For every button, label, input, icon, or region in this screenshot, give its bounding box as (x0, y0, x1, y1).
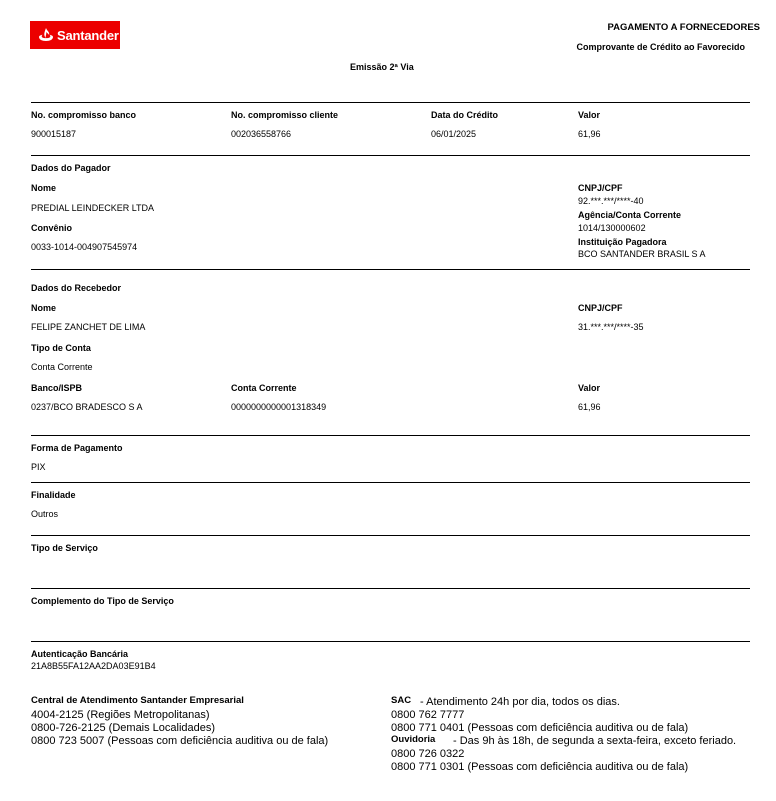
receiver-account-type-value: Conta Corrente (31, 362, 93, 372)
client-commitment-value: 002036558766 (231, 129, 292, 139)
sac-line: 0800 771 0401 (Pessoas com deficiência auditiva ou de fala) (391, 722, 689, 734)
payer-doc-value: 92.***.***/****-40 (578, 196, 644, 206)
receiver-account-label: Conta Corrente (231, 383, 297, 393)
central-title: Central de Atendimento Santander Empresarial (31, 695, 244, 706)
santander-logo (30, 21, 120, 49)
receiver-doc-value: 31.***.***/****-35 (578, 322, 644, 332)
central-line: 0800 723 5007 (Pessoas com deficiência auditiva ou de fala) (31, 735, 329, 747)
divider (31, 435, 750, 436)
receiver-value-label: Valor (578, 383, 601, 393)
santander-flame-icon (38, 28, 54, 42)
divider (31, 588, 750, 589)
document-title: PAGAMENTO A FORNECEDORES (607, 22, 760, 33)
receiver-bank-label: Banco/ISPB (31, 383, 83, 393)
payment-method-label: Forma de Pagamento (31, 443, 123, 453)
payer-account-value: 1014/130000602 (578, 223, 646, 233)
receiver-section-title: Dados do Recebedor (31, 283, 122, 293)
receiver-doc-label: CNPJ/CPF (578, 303, 623, 313)
divider (31, 269, 750, 270)
payment-method-value: PIX (31, 462, 46, 472)
payer-name-value: PREDIAL LEINDECKER LTDA (31, 203, 155, 213)
ouvidoria-title: Ouvidoria (391, 734, 436, 745)
credit-date-value: 06/01/2025 (431, 129, 477, 139)
sac-description: - Atendimento 24h por dia, todos os dias. (420, 696, 620, 708)
receiver-account-value: 0000000000001318349 (231, 402, 327, 412)
receiver-bank-value: 0237/BCO BRADESCO S A (31, 402, 143, 412)
payer-institution-label: Instituição Pagadora (578, 237, 667, 247)
ouvidoria-line: 0800 771 0301 (Pessoas com deficiência auditiva ou de fala) (391, 761, 689, 773)
sac-line: 0800 762 7777 (391, 709, 465, 721)
central-line: 4004-2125 (Regiões Metropolitanas) (31, 709, 210, 721)
document-subtitle: Comprovante de Crédito ao Favorecido (576, 42, 745, 52)
service-complement-label: Complemento do Tipo de Serviço (31, 596, 174, 606)
receiver-account-type-label: Tipo de Conta (31, 343, 91, 353)
payer-account-label: Agência/Conta Corrente (578, 210, 682, 220)
copy-indicator: Emissão 2ª Via (350, 62, 414, 72)
bank-commitment-value: 900015187 (31, 129, 77, 139)
payer-doc-label: CNPJ/CPF (578, 183, 623, 193)
bank-commitment-label: No. compromisso banco (31, 110, 137, 120)
payer-section-title: Dados do Pagador (31, 163, 111, 173)
payer-institution-value: BCO SANTANDER BRASIL S A (578, 249, 706, 259)
auth-label: Autenticação Bancária (31, 649, 129, 659)
auth-code: 21A8B55FA12AA2DA03E91B4 (31, 661, 156, 671)
divider (31, 535, 750, 536)
receiver-name-label: Nome (31, 303, 57, 313)
sac-title: SAC (391, 695, 412, 706)
credit-date-label: Data do Crédito (431, 110, 499, 120)
divider (31, 641, 750, 642)
service-type-label: Tipo de Serviço (31, 543, 98, 553)
ouvidoria-description: - Das 9h às 18h, de segunda a sexta-feira, exceto feriado. (453, 735, 737, 747)
divider (31, 482, 750, 483)
payer-name-label: Nome (31, 183, 57, 193)
receiver-value-amount: 61,96 (578, 402, 601, 412)
divider (31, 155, 750, 156)
payer-agreement-label: Convênio (31, 223, 73, 233)
brand-name: Santander (57, 27, 119, 43)
value-label: Valor (578, 110, 601, 120)
purpose-value: Outros (31, 509, 59, 519)
payer-agreement-value: 0033-1014-004907545974 (31, 242, 138, 252)
purpose-label: Finalidade (31, 490, 76, 500)
client-commitment-label: No. compromisso cliente (231, 110, 339, 120)
divider (31, 102, 750, 103)
receiver-name-value: FELIPE ZANCHET DE LIMA (31, 322, 146, 332)
ouvidoria-line: 0800 726 0322 (391, 748, 465, 760)
central-line: 0800-726-2125 (Demais Localidades) (31, 722, 216, 734)
value-amount: 61,96 (578, 129, 601, 139)
